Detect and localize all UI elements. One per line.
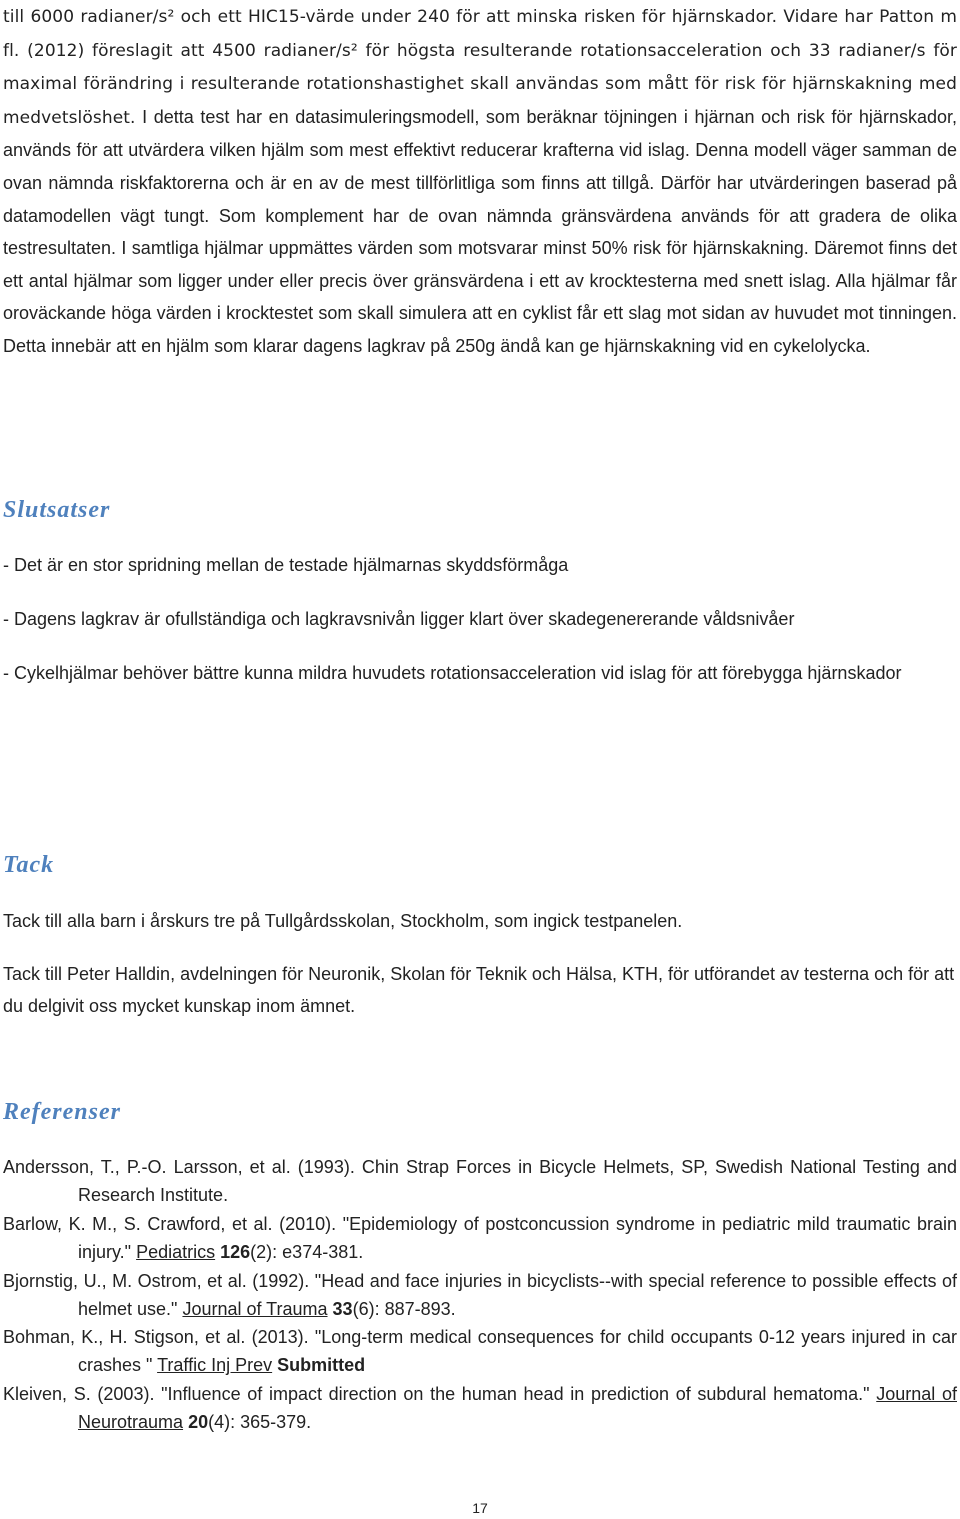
journal-volume: 33 — [332, 1299, 353, 1320]
journal-status: Submitted — [277, 1355, 366, 1376]
reference-item — [3, 1380, 957, 1437]
tack-item: Tack till alla barn i årskurs tre på Tullgårdsskolan, Stockholm, som ingick testpanelen. — [3, 911, 683, 931]
reference-item — [3, 1323, 957, 1380]
reference-text: Bjornstig, U., M. Ostrom, et al. (1992). "Head and face injuries in bicyclists--with special reference to possible effects of helmet use." — [3, 1271, 957, 1320]
slutsats-item: - Dagens lagkrav är ofullständiga och lagkravsnivån ligger klart över skadegenererande våldsnivåer — [3, 609, 795, 629]
intro-text-part-2: I detta test har en datasimuleringsmodell, som beräknar töjningen i hjärnan och risk för hjärnskador, används för att utvärdera vilken hjälm som mest effektivt reducerar krafterna vid islag. Denna modell väger samman de ovan nämnda riskfaktorerna och är en av de mest tillförlitliga som finns att tillgå. Därför har utvärderingen baserad på datamodellen vägt tungt. Som komplement har de ovan nämnda gränsvärdena används för att gradera de olika testresultaten. I samtliga hjälmar uppmättes värden som motsvarar minst 50% risk för hjärnskakning. Däremot finns det ett antal hjälmar som ligger under eller precis över gränsvärdena i ett av krocktesterna med snett islag. Alla hjälmar får oroväckande höga värden i krocktestet som skall simulera att en cyklist får ett slag mot sidan av huvudet mot tinningen. Detta innebär att en hjälm som klarar dagens lagkrav på 250g ändå kan ge hjärnskakning vid en cykelolycka. — [3, 106, 957, 356]
journal-link[interactable]: Journal of Trauma — [182, 1299, 328, 1320]
slutsats-item: - Cykelhjälmar behöver bättre kunna mildra huvudets rotationsacceleration vid islag för att förebygga hjärnskador — [3, 663, 902, 683]
slutsats-item: - Det är en stor spridning mellan de testade hjälmarnas skyddsförmåga — [3, 555, 569, 575]
page-number: 17 — [472, 1500, 488, 1516]
reference-text: Kleiven, S. (2003). "Influence of impact direction on the human head in prediction of subdural hematoma." — [3, 1384, 877, 1404]
reference-pages: (6): 887-893. — [352, 1299, 456, 1320]
slutsatser-heading: Slutsatser — [3, 497, 111, 523]
tack-item: Tack till Peter Halldin, avdelningen för Neuronik, Skolan för Teknik och Hälsa, KTH, för utförandet av testerna och för att du delgivit oss mycket kunskap inom ämnet. — [3, 964, 955, 1016]
tack-heading: Tack — [3, 852, 55, 878]
journal-link[interactable]: Pediatrics — [136, 1242, 216, 1263]
journal-link[interactable]: Traffic Inj Prev — [157, 1355, 273, 1376]
referenser-heading: Referenser — [3, 1099, 121, 1125]
journal-volume: 126 — [220, 1242, 251, 1263]
reference-item — [3, 1153, 957, 1210]
reference-text: Bohman, K., H. Stigson, et al. (2013). "Long-term medical consequences for child occupants 0-12 years injured in car crashes " — [3, 1327, 957, 1376]
reference-text: Andersson, T., P.-O. Larsson, et al. (1993). Chin Strap Forces in Bicycle Helmets, SP, Swedish National Testing and Research Institute. — [3, 1157, 957, 1206]
intro-paragraph — [3, 0, 957, 363]
reference-pages: (4): 365-379. — [208, 1412, 312, 1433]
reference-item — [3, 1267, 957, 1324]
intro-text-part-1: till 6000 radianer/s² och ett HIC15-värde under 240 för att minska risken för hjärnskador. Vidare har Patton m fl. (2012) föreslagit att 4500 radianer/s² för högsta resulterande rotationsacceleration och 33 radianer/s för maximal förändring i resulterande rotationshastighet skall användas som mått för risk för hjärnskakning med medvetslöshet. — [3, 7, 957, 128]
journal-volume: 20 — [188, 1412, 209, 1433]
journal-link[interactable]: Journal of Neurotrauma — [78, 1384, 957, 1433]
reference-text: Barlow, K. M., S. Crawford, et al. (2010). "Epidemiology of postconcussion syndrome in pediatric mild traumatic brain injury." — [3, 1214, 957, 1263]
reference-item — [3, 1210, 957, 1267]
reference-pages: (2): e374-381. — [250, 1242, 364, 1263]
